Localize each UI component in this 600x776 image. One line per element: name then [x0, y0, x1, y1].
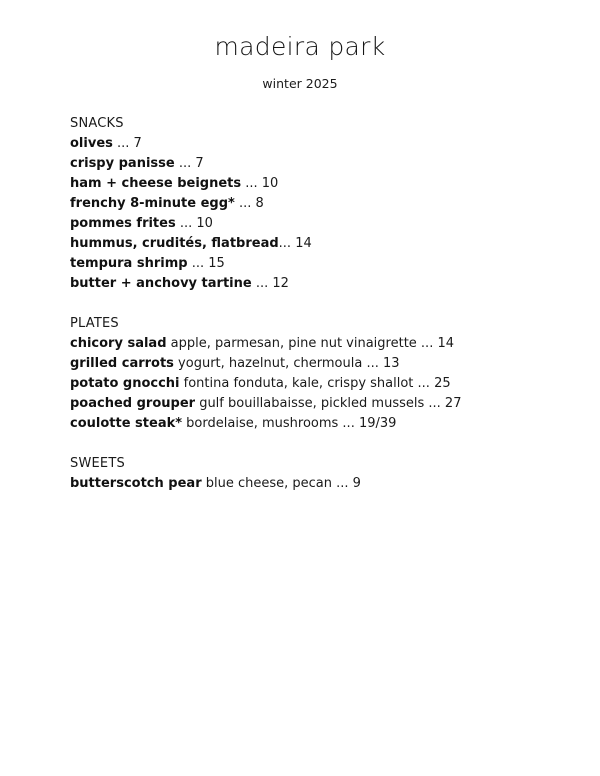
menu-item	[70, 374, 550, 394]
menu-item-name: tempura shrimp	[70, 256, 188, 271]
menu-item-name: coulotte steak*	[70, 416, 183, 431]
menu-item	[70, 354, 550, 374]
menu-item-name: butterscotch pear	[70, 476, 202, 491]
menu-item	[70, 274, 550, 294]
menu-item-name: chicory salad	[70, 336, 167, 351]
menu-item-name: hummus, crudités, flatbread	[70, 236, 279, 251]
sweets-section	[70, 454, 550, 494]
menu-item	[70, 474, 550, 494]
menu-item	[70, 214, 550, 234]
menu-item	[70, 154, 550, 174]
menu-item-name: ham + cheese beignets	[70, 176, 242, 191]
menu-item-name: olives	[70, 136, 113, 151]
menu-item-name: pommes frites	[70, 216, 176, 231]
menu-item	[70, 394, 550, 414]
restaurant-title: madeira park	[214, 32, 386, 61]
menu-item-detail: yogurt, hazelnut, chermoula ... 13	[173, 356, 400, 371]
menu-item-name: frenchy 8-minute egg*	[70, 196, 235, 211]
menu-item-detail: ... 10	[241, 176, 279, 191]
menu-item	[70, 414, 550, 434]
menu-item	[70, 174, 550, 194]
menu-item	[70, 134, 550, 154]
menu-item	[70, 254, 550, 274]
menu-item	[70, 234, 550, 254]
menu-item-detail: ... 8	[234, 196, 264, 211]
menu-item-detail: ... 14	[278, 236, 312, 251]
plates-heading: PLATES	[70, 316, 119, 331]
menu-season-subtitle: winter 2025	[262, 76, 338, 91]
menu-item-name: grilled carrots	[70, 356, 174, 371]
menu-item	[70, 334, 550, 354]
menu-item-name: potato gnocchi	[70, 376, 180, 391]
menu-item-name: butter + anchovy tartine	[70, 276, 252, 291]
snacks-heading: SNACKS	[70, 116, 124, 131]
menu-item-detail: apple, parmesan, pine nut vinaigrette ... 14	[166, 336, 455, 351]
menu-item-detail: bordelaise, mushrooms ... 19/39	[182, 416, 397, 431]
menu-item-detail: blue cheese, pecan ... 9	[201, 476, 361, 491]
menu-item-name: poached grouper	[70, 396, 196, 411]
sweets-heading: SWEETS	[70, 456, 125, 471]
menu-item-detail: ... 7	[174, 156, 204, 171]
menu-item-detail: gulf bouillabaisse, pickled mussels ... 27	[195, 396, 462, 411]
plates-section	[70, 314, 550, 434]
menu-item-detail: fontina fonduta, kale, crispy shallot ... 25	[179, 376, 451, 391]
menu-item-name: crispy panisse	[70, 156, 175, 171]
menu-item	[70, 194, 550, 214]
menu-item-detail: ... 15	[187, 256, 225, 271]
menu-item-detail: ... 10	[175, 216, 213, 231]
menu-item-detail: ... 12	[251, 276, 289, 291]
menu-item-detail: ... 7	[112, 136, 142, 151]
snacks-section	[70, 114, 550, 294]
